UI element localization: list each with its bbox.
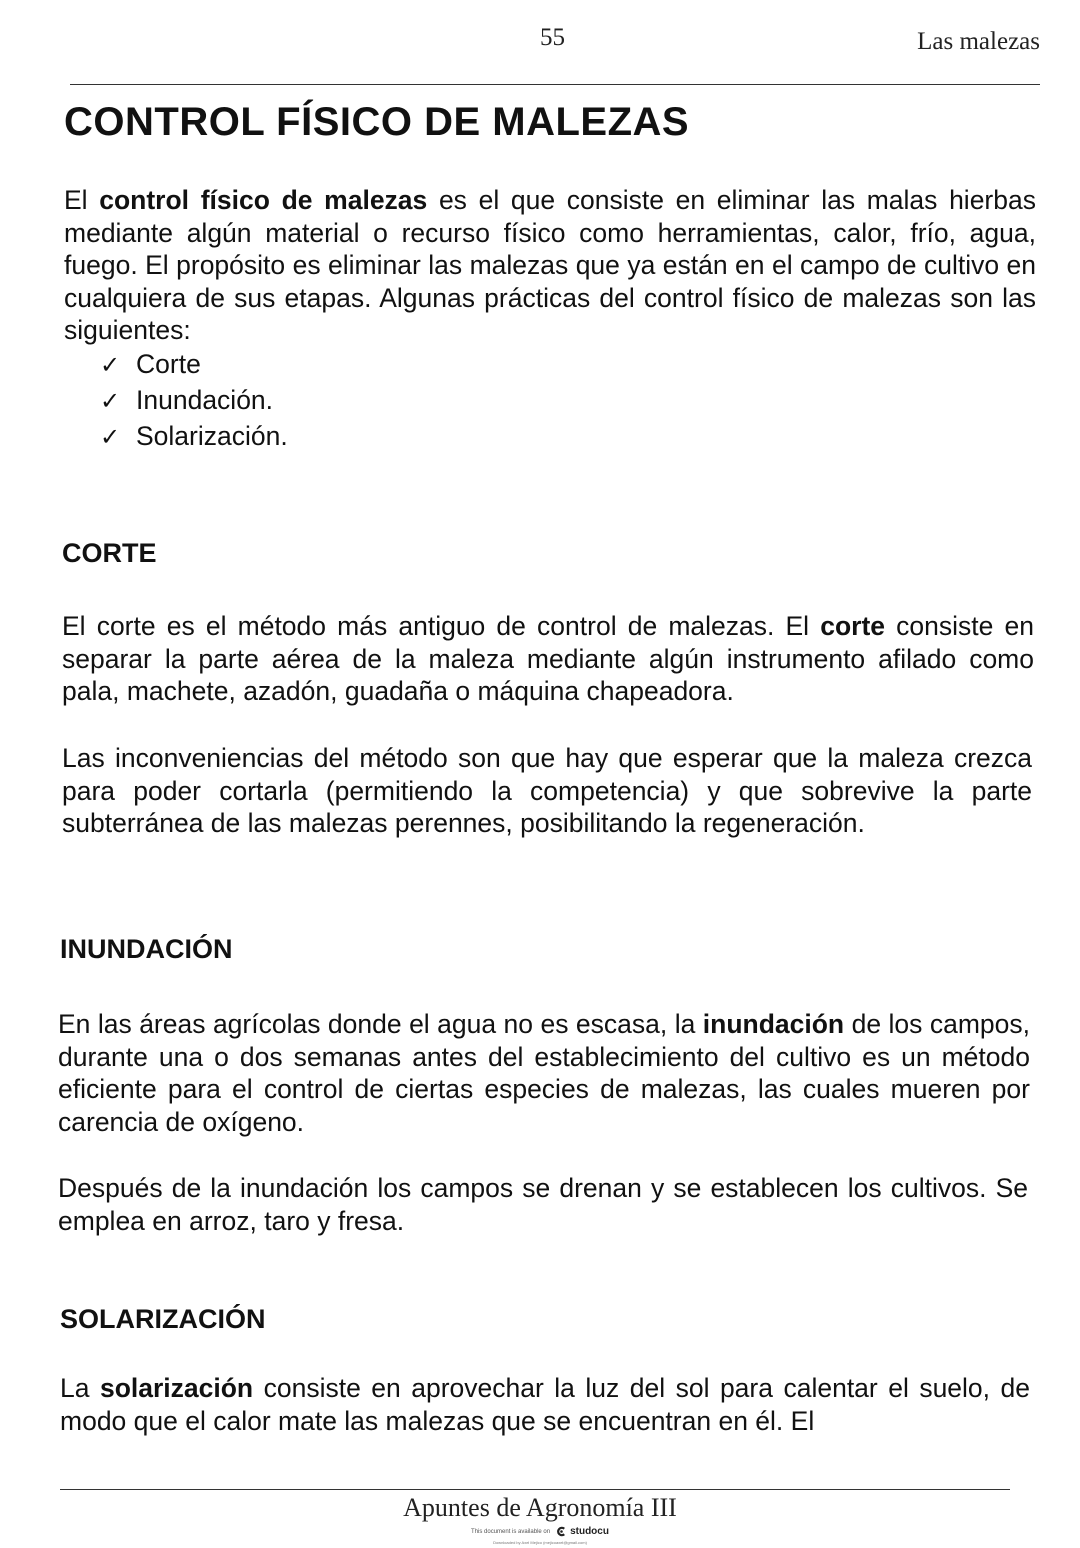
corte-paragraph-2: Las inconveniencias del método son que hay que esperar que la maleza crezca para poder cortarla (permitiendo la competencia) y que sobrevive la parte subterránea de las malezas perennes, posibilitando la regeneración. — [62, 743, 1032, 838]
footer-title: Apuntes de Agronomía III — [403, 1493, 677, 1522]
bold-term-control-fisico: control físico de malezas — [99, 185, 428, 215]
checkmark-icon: ✓ — [100, 352, 121, 379]
list-item-label: Inundación. — [136, 385, 274, 415]
bold-term-corte: corte — [820, 611, 886, 641]
intro-paragraph: El control físico de malezas es el que consiste en eliminar las malas hierbas mediante algún material o recurso físico como herramientas, calor, frío, agua, fuego. El propósito es eliminar las malezas que ya están en el campo de cultivo en cualquiera de sus etapas. Algunas prácticas del control físico de malezas son las siguientes: — [64, 185, 1036, 345]
list-item-label: Corte — [136, 349, 201, 379]
section-heading-solarizacion: SOLARIZACIÓN — [60, 1304, 266, 1334]
running-title: Las malezas — [917, 28, 1040, 55]
inundacion-paragraph-2: Después de la inundación los campos se drenan y se establecen los cultivos. Se emplea en arroz, taro y fresa. — [58, 1173, 1028, 1236]
bold-term-solarizacion: solarización — [99, 1373, 254, 1403]
footer-watermark — [0, 1526, 1080, 1537]
footer-rule — [60, 1489, 1010, 1490]
list-item — [100, 419, 288, 455]
studocu-logo[interactable] — [556, 1526, 609, 1537]
list-item — [100, 383, 288, 419]
list-item-label: Solarización. — [136, 421, 288, 451]
solarizacion-paragraph-1: La solarización consiste en aprovechar la luz del sol para calentar el suelo, de modo que el calor mate las malezas que se encuentran en él. El — [60, 1373, 1030, 1436]
watermark-text: This document is available on — [471, 1528, 551, 1535]
inundacion-paragraph-1: En las áreas agrícolas donde el agua no es escasa, la inundación de los campos, durante una o dos semanas antes del establecimiento del cultivo es un método eficiente para el control de ciertas especies de malezas, las cuales mueren por carencia de oxígeno. — [58, 1009, 1030, 1137]
list-item — [100, 347, 288, 383]
download-notice: Downloaded by Axel Mejico (mejicoaxel@gmail.com) — [493, 1540, 587, 1545]
checkmark-icon: ✓ — [100, 388, 121, 415]
bold-term-inundacion: inundación — [702, 1009, 845, 1039]
page-number: 55 — [540, 24, 565, 51]
corte-paragraph-1: El corte es el método más antiguo de control de malezas. El corte consiste en separar la parte aérea de la maleza mediante algún instrumento afilado como pala, machete, azadón, guadaña o máquina chapeadora. — [62, 611, 1034, 706]
section-heading-corte: CORTE — [62, 538, 157, 568]
studocu-logo-icon — [556, 1526, 567, 1537]
section-heading-inundacion: INUNDACIÓN — [60, 934, 233, 964]
header-rule — [70, 84, 1040, 85]
studocu-brand-text: studocu — [570, 1526, 609, 1537]
page-title: CONTROL FÍSICO DE MALEZAS — [64, 100, 690, 144]
checkmark-icon: ✓ — [100, 424, 121, 451]
practices-list — [100, 347, 288, 455]
